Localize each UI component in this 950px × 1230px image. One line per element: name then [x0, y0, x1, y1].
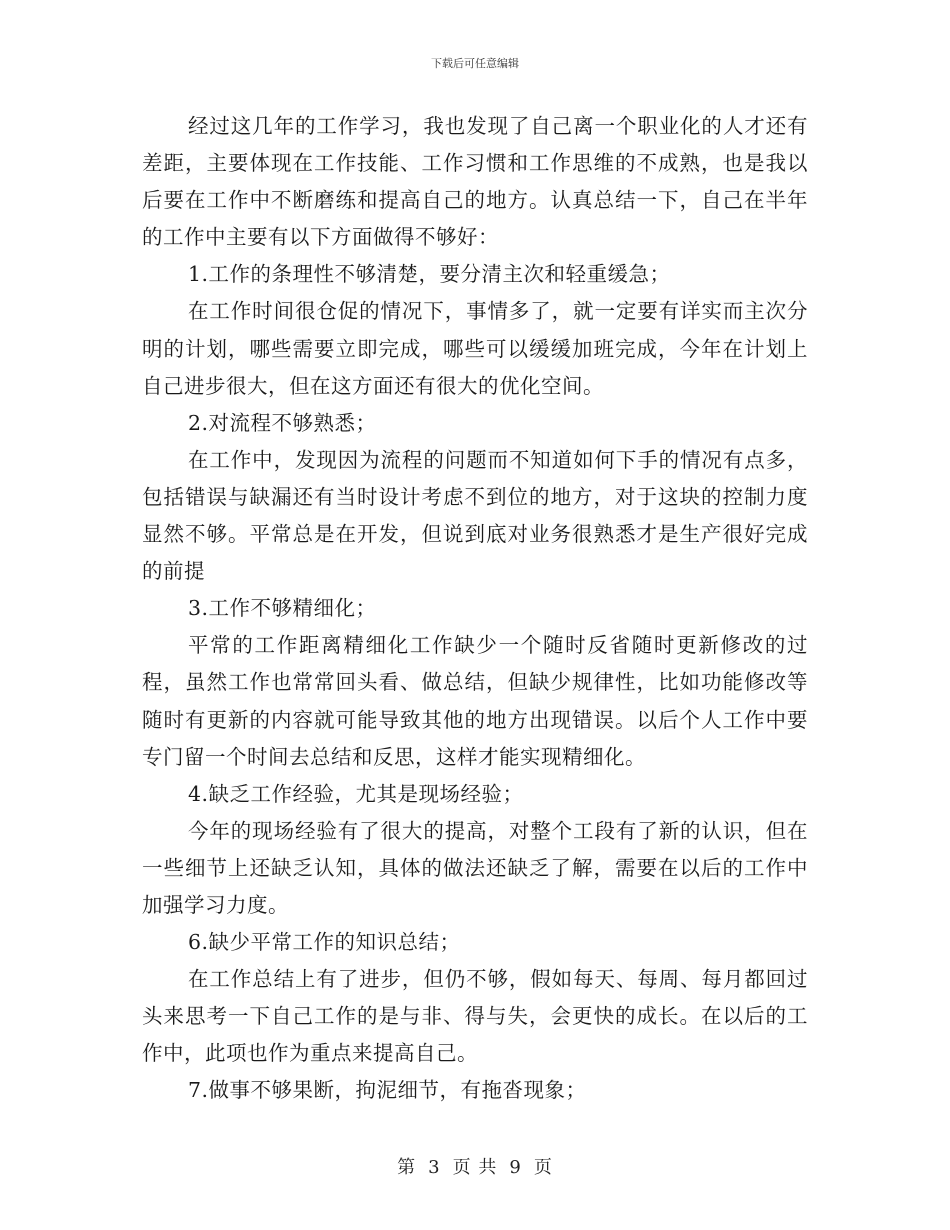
list-heading-7: 7.做事不够果断，拘泥细节，有拖沓现象； [188, 1078, 587, 1103]
list-heading-3: 3.工作不够精细化； [188, 596, 377, 621]
paragraph-intro: 经过这几年的工作学习，我也发现了自己离一个职业化的人才还有差距，主要体现在工作技能、工作习惯和工作思维的不成熟，也是我以后要在工作中不断磨练和提高自己的地方。认真总结一下，自己在半年的工作中主要有以下方面做得不够好： [142, 114, 808, 250]
paragraph-1: 在工作时间很仓促的情况下，事情多了，就一定要有详实而主次分明的计划，哪些需要立即完成，哪些可以缓缓加班完成，今年在计划上自己进步很大，但在这方面还有很大的优化空间。 [142, 299, 808, 398]
footer-total-pages: 9 [509, 1157, 522, 1178]
footer-prefix: 第 [397, 1157, 417, 1178]
footer-page-number: 3 [428, 1157, 441, 1178]
list-heading-6: 6.缺少平常工作的知识总结； [188, 930, 461, 955]
list-heading-4: 4.缺乏工作经验，尤其是现场经验； [188, 781, 524, 806]
paragraph-2: 在工作中，发现因为流程的问题而不知道如何下手的情况有点多，包括错误与缺漏还有当时设计考虑不到位的地方，对于这块的控制力度显然不够。平常总是在开发，但说到底对业务很熟悉才是生产很好完成的前提 [142, 447, 808, 584]
list-heading-1: 1.工作的条理性不够清楚，要分清主次和轻重缓急； [188, 262, 671, 287]
footer-middle: 页 共 [452, 1157, 498, 1178]
page-footer [0, 1153, 950, 1179]
document-body [142, 108, 808, 1110]
paragraph-3: 平常的工作距离精细化工作缺少一个随时反省随时更新修改的过程，虽然工作也常常回头看、做总结，但缺少规律性，比如功能修改等随时有更新的内容就可能导致其他的地方出现错误。以后个人工作中要专门留一个时间去总结和反思，这样才能实现精细化。 [142, 633, 808, 769]
paragraph-4: 今年的现场经验有了很大的提高，对整个工段有了新的认识，但在一些细节上还缺乏认知，具体的做法还缺乏了解，需要在以后的工作中加强学习力度。 [142, 818, 808, 917]
list-heading-2: 2.对流程不够熟悉； [188, 410, 377, 435]
paragraph-6: 在工作总结上有了进步，但仍不够，假如每天、每周、每月都回过头来思考一下自己工作的是与非、得与失，会更快的成长。在以后的工作中，此项也作为重点来提高自己。 [142, 967, 808, 1066]
footer-suffix: 页 [533, 1157, 553, 1178]
page-header: 下载后可任意编辑 [431, 57, 519, 70]
